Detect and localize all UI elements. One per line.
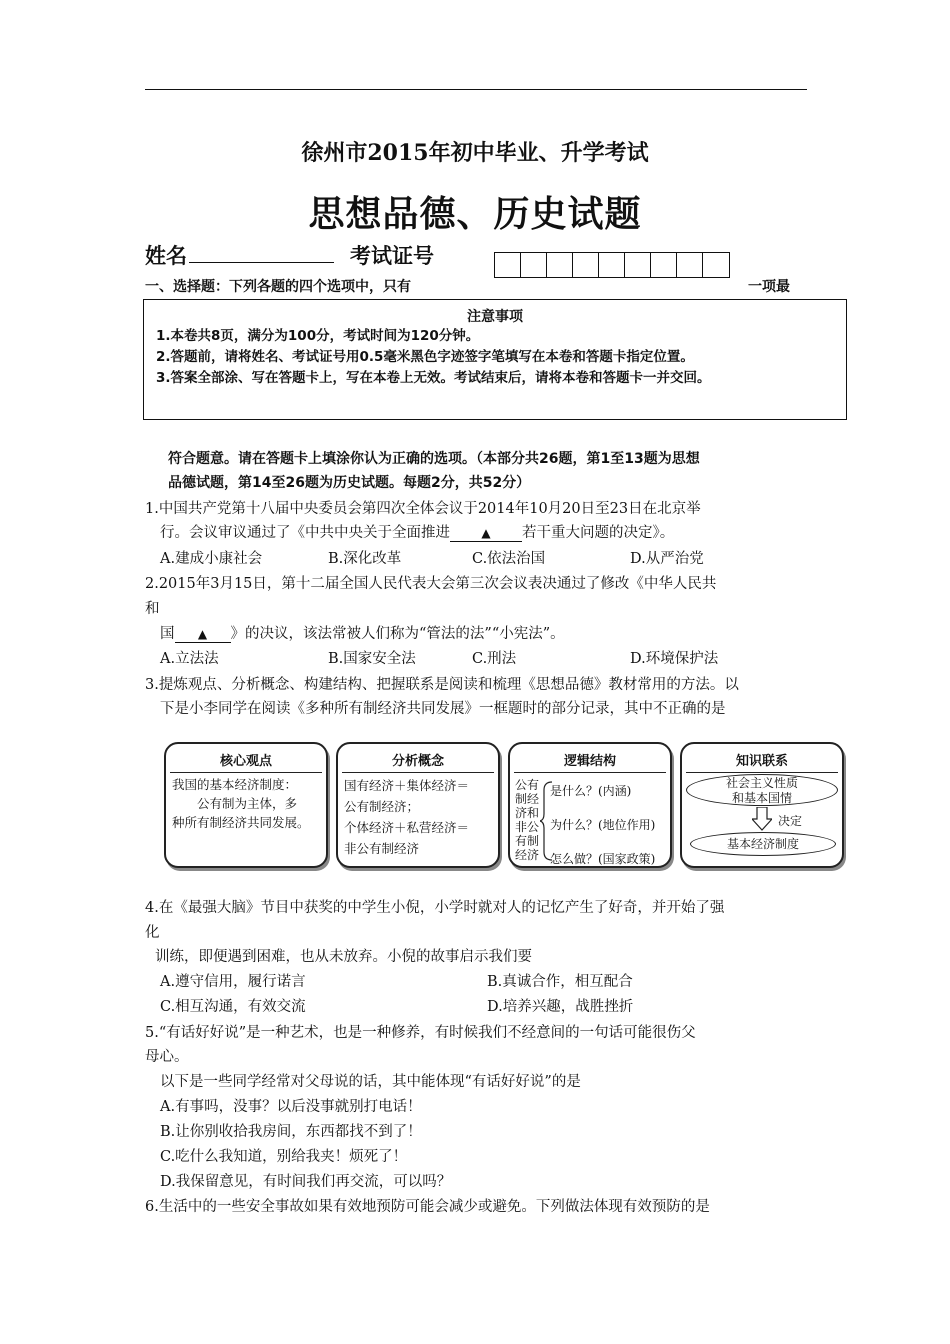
id-boxes[interactable] [494,252,730,278]
card-line: 公有制为主体，多 [172,796,298,811]
logic-branch-why: 为什么？(地位作用) [550,818,656,832]
q1-answer-blank [450,525,522,542]
q5-stem-cont: 以下是一些同学经常对父母说的话，其中能体现“有话好好说”的是 [160,1074,581,1090]
notice-box [143,299,847,420]
top-rule [145,89,807,90]
id-digit-box[interactable] [625,253,651,277]
id-digit-box[interactable] [495,253,521,277]
card-analyze-concept [336,742,500,868]
q1-stem-cont [160,521,674,542]
card-title: 分析概念 [391,754,444,769]
q5-option-a[interactable]: A.有事吗，没事？以后没事就别打电话！ [160,1099,422,1115]
arrow-label: 决定 [778,814,803,828]
logic-left-column [515,778,543,862]
id-digit-box[interactable] [651,253,677,277]
name-label: 姓名 [145,243,187,268]
q5-option-b[interactable]: B.让你别收拾我房间，东西都找不到了！ [160,1124,422,1140]
card-line: 种所有制经济共同发展。 [172,815,310,830]
name-blank-line[interactable] [189,242,334,263]
q1-text: 若干重大问题的决定》。 [522,525,675,541]
card-divider [514,772,666,773]
card-title: 知识联系 [735,754,788,769]
subject-title: 思想品德、历史试题 [308,193,642,235]
oval-top [686,774,838,806]
q4-option-a[interactable]: A.遵守信用，履行诺言 [160,974,306,990]
instructions-line: 符合题意。请在答题卡上填涂你认为正确的选项。（本部分共26题，第1至13题为思想 [168,451,700,467]
triangle-mark: ▲ [481,526,491,540]
id-digit-box[interactable] [521,253,547,277]
q5-stem: 5.“有话好好说”是一种艺术，也是一种修养，有时候我们不经意间的一句话可能很伤父 [145,1025,696,1041]
card-line: 国有经济＋集体经济＝ [344,778,470,793]
q6-stem: 6.生活中的一些安全事故如果有效地预防可能会减少或避免。下列做法体现有效预防的是 [145,1199,710,1215]
q2-text: 》的决议，该法常被人们称为“管法的法”“小宪法”。 [230,626,565,642]
card-title: 核心观点 [219,754,272,769]
notice-line: 1.本卷共8页，满分为100分，考试时间为120分钟。 [156,328,480,344]
logic-branch-how: 怎么做？(国家政策) [550,852,656,866]
oval-bottom: 基本经济制度 [690,832,836,856]
notice-title: 注意事项 [467,309,523,325]
q4-stem: 4.在《最强大脑》节目中获奖的中学生小倪，小学时就对人的记忆产生了好奇，并开始了强 [145,900,725,916]
q4-option-b[interactable]: B.真诚合作，相互配合 [487,974,633,990]
q5-stem-wrap: 母心。 [145,1049,189,1065]
logic-left-text: 非公 [515,820,540,834]
card-line: 公有制经济； [344,799,420,814]
logic-left-text: 公有 [515,778,540,792]
id-digit-box[interactable] [573,253,599,277]
id-digit-box[interactable] [599,253,625,277]
logic-left-text: 制经 [515,792,540,806]
q2-answer-blank [175,626,231,643]
q2-option-b[interactable]: B.国家安全法 [328,651,416,667]
q2-option-c[interactable]: C.刑法 [472,651,517,667]
q1-option-d[interactable]: D.从严治党 [630,551,704,567]
down-arrow-icon [752,807,772,831]
q5-option-c[interactable]: C.吃什么我知道，别给我夹！烦死了！ [160,1149,408,1165]
q2-option-d[interactable]: D.环境保护法 [630,651,719,667]
q1-stem: 1.中国共产党第十八届中央委员会第四次全体会议于2014年10月20日至23日在北京举 [145,501,701,517]
q4-option-d[interactable]: D.培养兴趣，战胜挫折 [487,999,634,1015]
q2-stem: 2.2015年3月15日，第十二届全国人民代表大会第三次会议表决通过了修改《中华人民共 [145,576,717,592]
id-digit-box[interactable] [677,253,703,277]
instructions-line: 品德试题，第14至26题为历史试题。每题2分，共52分） [168,475,531,491]
id-digit-box[interactable] [703,253,729,277]
card-divider [686,772,838,773]
card-line: 我国的基本经济制度： [172,777,298,792]
q2-stem-cont [160,622,565,643]
q3-stem: 3.提炼观点、分析概念、构建结构、把握联系是阅读和梳理《思想品德》教材常用的方法。以 [145,677,739,693]
id-label: 考试证号 [350,243,434,268]
q1-option-a[interactable]: A.建成小康社会 [160,551,263,567]
id-digit-box[interactable] [547,253,573,277]
q4-stem-cont: 训练，即便遇到困难，也从未放弃。小倪的故事启示我们要 [155,949,532,965]
q1-text: 行。会议审议通过了《中共中央关于全面推进 [160,525,450,541]
exam-title: 徐州市2015年初中毕业、升学考试 [301,140,649,166]
logic-left-text: 济和 [515,806,540,820]
logic-branch-what: 是什么？(内涵) [550,784,632,798]
q4-option-c[interactable]: C.相互沟通，有效交流 [160,999,306,1015]
card-divider [342,772,494,773]
oval-top-text: 和基本国情 [731,791,792,805]
card-core-view [164,742,328,868]
section1-heading-left: 一、选择题：下列各题的四个选项中，只有 [145,279,411,295]
card-divider [170,772,322,773]
q2-option-a[interactable]: A.立法法 [160,651,219,667]
logic-left-text: 有制 [515,834,540,848]
q2-stem-wrap: 和 [145,601,160,617]
card-line: 非公有制经济 [344,841,420,856]
q5-option-d[interactable]: D.我保留意见，有时间我们再交流，可以吗？ [160,1174,452,1190]
triangle-mark: ▲ [197,627,208,641]
notice-line: 3.答案全部涂、写在答题卡上，写在本卷上无效。考试结束后，请将本卷和答题卡一并交回。 [156,370,711,386]
card-line: 个体经济＋私营经济＝ [344,820,470,835]
q1-option-c[interactable]: C.依法治国 [472,551,546,567]
q3-stem-cont: 下是小李同学在阅读《多种所有制经济共同发展》一框题时的部分记录，其中不正确的是 [160,701,726,717]
q4-stem-wrap: 化 [145,925,160,941]
oval-top-text: 社会主义性质 [725,776,798,790]
q1-option-b[interactable]: B.深化改革 [328,551,402,567]
card-title: 逻辑结构 [563,754,616,769]
card-logic-structure [508,742,672,868]
section1-heading-right: 一项最 [748,279,790,295]
name-field[interactable] [145,240,334,270]
notice-line: 2.答题前，请将姓名、考试证号用0.5毫米黑色字迹签字笔填写在本卷和答题卡指定位置。 [156,349,694,365]
q2-text: 国 [160,626,175,642]
card-knowledge-link [680,742,844,868]
logic-left-text: 经济 [515,848,540,862]
